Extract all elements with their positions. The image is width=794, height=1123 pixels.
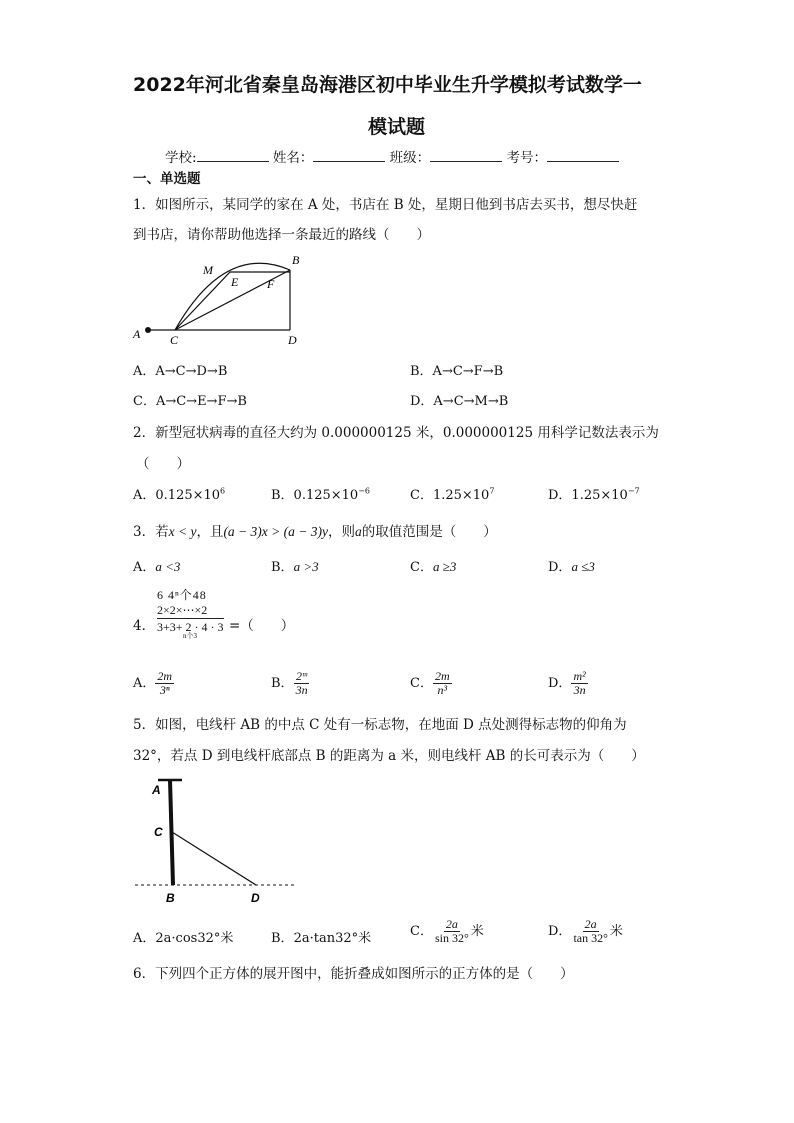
q4-option-b: B． $\frac{\text{2ᵐ}}{3n}$ [271,669,308,698]
class-blank [430,149,502,162]
q4-option-d: D． $\frac{\text{m²}}{3n}$ [548,669,586,698]
q5-option-d: D． $\frac{2a}{\tan 32^\circ}$ 米 [548,917,623,946]
school-blank [197,149,269,162]
q3-option-d: D．a ≤3 [548,559,595,575]
school-label: 学校: [165,150,197,166]
page-title: 2022年河北省秦皇岛海港区初中毕业生升学模拟考试数学一 [133,74,642,96]
label-d: D [251,891,260,905]
q1-text-line2: 到书店，请你帮助他选择一条最近的路线（ ） [133,227,430,243]
label-e: E [231,275,239,289]
q1-option-b: B．A→C→F→B [410,364,504,379]
q4-equals: =（ ） [229,618,295,634]
label-b: B [166,891,175,905]
q6-text-line1: 6．下列四个正方体的展开图中，能折叠成如图所示的正方体的是（ ） [133,966,574,982]
label-a: A [133,327,141,341]
q2-text-line2: （ ） [136,456,190,472]
q3-option-a: A．a <3 [133,559,181,575]
q4-option-c: C． $\frac{2m}{\text{n³}}$ [410,669,450,698]
q3-option-b: B．a >3 [271,559,319,575]
q5-text-line2: 32°，若点 D 到电线杆底部点 B 的距离为 a 米，则电线杆 AB 的长可表示为（ ） [133,748,645,764]
q2-option-a: A．$0.125\times 10^6$ [133,486,226,503]
q1-option-a: A．A→C→D→B [133,364,228,379]
q5-option-a: A．2a·cos32°米 [133,931,234,946]
name-blank [313,149,385,162]
label-c: C [154,825,163,839]
q5-option-b: B．2a·tan32°米 [271,931,372,946]
label-a: A [152,783,161,797]
number-blank [547,149,619,162]
q2-option-c: C．$1.25\times 10^7$ [410,486,495,503]
label-c: C [170,333,179,347]
label-b: B [292,253,300,267]
student-info-row [165,146,619,166]
q5-pole-diagram [130,772,300,907]
q1-option-d: D．A→C→M→B [410,394,509,409]
q5-option-c: C． $\frac{2a}{\sin 32^\circ}$ 米 [410,917,484,946]
q1-text-line1: 1．如图所示，某同学的家在 A 处，书店在 B 处，星期日他到书店去买书，想尽快赶 [133,197,638,213]
label-f: F [267,277,275,291]
page-title-line2: 模试题 [368,116,426,138]
q4-option-a: A． $\frac{2m}{\text{3ⁿ}}$ [133,669,173,698]
section-heading: 一、单选题 [133,171,201,187]
q3-text: 3．若x < y，且(a − 3)x > (a − 3)y，则a的取值范围是（ ） [133,524,497,540]
name-label: 姓名： [272,150,314,166]
label-d: D [288,333,297,347]
q1-route-diagram [130,252,310,347]
label-m: M [203,263,213,277]
q2-option-b: B．$0.125\times 10^{-6}$ [271,486,371,503]
q1-option-c: C．A→C→E→F→B [133,394,247,409]
q5-text-line1: 5．如图，电线杆 AB 的中点 C 处有一标志物，在地面 D 点处测得标志物的仰角为 [133,717,627,733]
q4-expression: 6 4ⁿ个48 2×2×⋯×2 3+3+ 2 · 4 · 3 n个3 [157,588,224,640]
q2-option-d: D．$1.25\times 10^{-7}$ [548,486,640,503]
class-label: 班级： [389,150,431,166]
q2-text-line1: 2．新型冠状病毒的直径大约为 0.000000125 米，0.000000125 用科学记数法表示为 [133,425,659,441]
q3-option-c: C．a ≥3 [410,559,457,575]
number-label: 考号： [506,150,547,166]
q4-number: 4． [133,618,156,634]
